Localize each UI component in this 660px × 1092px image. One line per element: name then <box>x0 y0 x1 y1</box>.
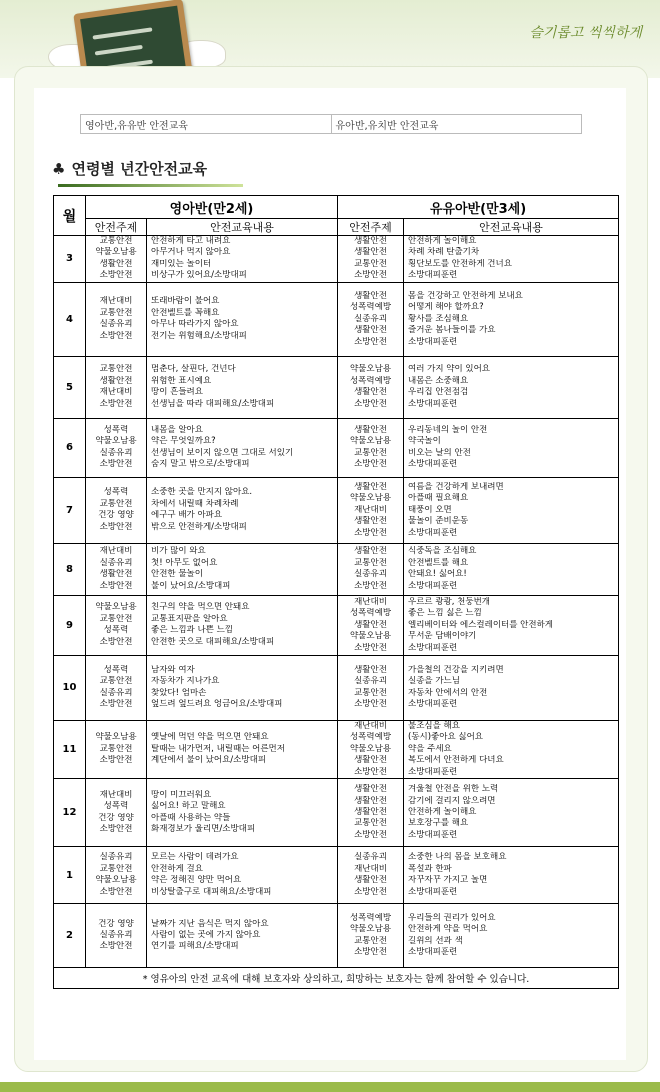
content-line: 좋은 느낌 싫은 느낌 <box>408 608 482 619</box>
topic-line: 교통안전 <box>99 676 133 687</box>
content-line: 내몸을 알아요 <box>151 424 203 435</box>
sub-nav <box>80 114 582 134</box>
topic-line: 성폭력예방 <box>349 732 392 743</box>
content-line: 안전하게 약을 먹어요 <box>408 924 488 935</box>
content-line: 땅이 흔들려요 <box>151 387 203 398</box>
topic-line: 생활안전 <box>354 546 387 557</box>
topic-line: 실종유괴 <box>99 447 133 458</box>
content-line: 어떻게 해야 할까요? <box>408 302 484 313</box>
content2-cell <box>404 236 619 283</box>
content-line: 약은 정해진 양만 먹어요 <box>151 875 242 886</box>
topic-line: 교통안전 <box>99 863 133 874</box>
topic-line: 소방안전 <box>99 755 133 766</box>
group1-header: 영아반(만2세) <box>86 196 338 219</box>
topic-line: 재난대비 <box>99 546 133 557</box>
topic-line: 소방안전 <box>99 699 133 710</box>
topic-line: 실종유괴 <box>99 852 133 863</box>
content-line: 화재경보가 울리면/소방대피 <box>151 824 256 835</box>
content-line: 아플때 사용하는 약들 <box>151 812 231 823</box>
content-line: 소방대피훈련 <box>408 270 458 281</box>
topic-line: 실종유괴 <box>354 313 387 324</box>
content-line: 실종을 가느님 <box>408 676 460 687</box>
topic1-cell <box>86 779 147 847</box>
topic-line: 성폭력 <box>103 801 129 812</box>
content1-cell <box>147 720 338 778</box>
topic-line: 실종유괴 <box>99 319 133 330</box>
content-line: 싫어요! 하고 말해요 <box>151 801 226 812</box>
content-line: 숨지 말고 밖으로/소방대피 <box>151 459 250 470</box>
topic-line: 성폭력예방 <box>349 608 392 619</box>
slogan: 슬기롭고 씩씩하게 <box>529 25 642 41</box>
topic2-cell <box>338 236 404 283</box>
topic-line: 생활안전 <box>354 247 387 258</box>
content-line: 땅이 미끄러워요 <box>151 789 212 800</box>
content-line: 불조심을 해요 <box>408 720 460 731</box>
content-line: 감기에 걸리지 않으려면 <box>408 795 496 806</box>
topic-line: 소방안전 <box>354 886 387 897</box>
topic1-cell <box>86 282 147 356</box>
topic-line: 소방안전 <box>354 699 387 710</box>
content-line: 소방대피훈련 <box>408 580 458 591</box>
month-cell: 12 <box>54 779 86 847</box>
content-line: 즐거운 봄나들이를 가요 <box>408 325 496 336</box>
topic-line: 재난대비 <box>354 596 387 607</box>
content-line: 재미있는 놀이터 <box>151 258 212 269</box>
topic-line: 약물오남용 <box>349 364 392 375</box>
topic1-cell <box>86 720 147 778</box>
month-cell: 11 <box>54 720 86 778</box>
content-line: 안전벨트를 꼭해요 <box>151 307 220 318</box>
content-line: 날짜가 지난 음식은 먹지 않아요 <box>151 918 269 929</box>
content-line: 교통표지판을 알아요 <box>151 613 228 624</box>
topic-line: 교통안전 <box>99 307 133 318</box>
topic-line: 약물오남용 <box>95 875 137 886</box>
content-line: 비상구가 있어요/소방대피 <box>151 270 247 281</box>
table-row <box>54 282 619 356</box>
content-line: 자동차 안에서의 안전 <box>408 687 488 698</box>
topic-line: 성폭력예방 <box>349 375 392 386</box>
content-line: 모르는 사람이 데려가요 <box>151 852 239 863</box>
topic-line: 생활안전 <box>99 375 133 386</box>
topic-line: 소방안전 <box>99 636 133 647</box>
content-line: 안전한 물놀이 <box>151 569 203 580</box>
content-line: 내몸은 소중해요 <box>408 375 469 386</box>
topic-line: 소방안전 <box>99 330 133 341</box>
content2-cell <box>404 904 619 968</box>
topic1-cell <box>86 904 147 968</box>
content-line: 안전하게 걸요 <box>151 863 203 874</box>
content-line: 옛날에 먹던 약을 먹으면 안돼요 <box>151 732 269 743</box>
content-line: 소방대피훈련 <box>408 829 458 840</box>
safety-schedule-table <box>53 195 619 989</box>
topic-line: 약물오남용 <box>349 743 392 754</box>
topic2-cell <box>338 655 404 720</box>
title-underline <box>58 184 243 187</box>
topic-line: 재난대비 <box>99 789 133 800</box>
content-line: 아플때 필요해요 <box>408 493 469 504</box>
topic-line: 실종유괴 <box>354 676 387 687</box>
content-line: 멈춘다, 살핀다, 건넌다 <box>151 364 236 375</box>
topic-line: 소방안전 <box>99 459 133 470</box>
content-line: 폭설과 한파 <box>408 863 452 874</box>
content1-cell <box>147 847 338 904</box>
month-cell: 1 <box>54 847 86 904</box>
content-line: 소방대피훈련 <box>408 642 458 653</box>
topic-line: 소방안전 <box>354 829 387 840</box>
topic-line: 교통안전 <box>354 935 387 946</box>
topic-line: 재난대비 <box>354 504 387 515</box>
topic-line: 교통안전 <box>99 236 133 246</box>
content-line: 약국놀이 <box>408 436 441 447</box>
topic-line: 약물오남용 <box>349 924 392 935</box>
topic-line: 약물오남용 <box>349 436 392 447</box>
topic-line: 실종유괴 <box>354 852 387 863</box>
content2-cell <box>404 847 619 904</box>
topic2-cell <box>338 356 404 418</box>
topic-line: 소방안전 <box>354 642 387 653</box>
content-line: 남자와 여자 <box>151 664 195 675</box>
content-line: 몸을 건강하고 안전하게 보내요 <box>408 290 523 301</box>
topic-line: 교통안전 <box>354 818 387 829</box>
page-title <box>52 158 207 179</box>
topic-line: 소방안전 <box>354 766 387 777</box>
topic1-cell <box>86 418 147 477</box>
content-line: 차에서 내릴때 차례차례 <box>151 498 239 509</box>
content-line: 계단에서 불이 났어요/소방대피 <box>151 755 267 766</box>
topic-line: 건강 영양 <box>98 812 134 823</box>
month-cell: 8 <box>54 543 86 595</box>
topic-line: 소방안전 <box>99 270 133 281</box>
content-line: 선생님을 따라 대피해요/소방대피 <box>151 398 275 409</box>
content-line: 복도에서 안전하게 다녀요 <box>408 755 504 766</box>
table-row <box>54 655 619 720</box>
content2-cell <box>404 655 619 720</box>
topic-line: 약물오남용 <box>95 436 137 447</box>
topic-line: 생활안전 <box>354 619 387 630</box>
content-line: 횡단보도를 안전하게 건너요 <box>408 258 512 269</box>
topic-line: 소방안전 <box>99 941 133 952</box>
content-line: 비가 많이 와요 <box>151 546 206 557</box>
content-line: 에구구 배가 아파요 <box>151 510 223 521</box>
table-row <box>54 779 619 847</box>
topic-line: 건강 영양 <box>98 918 134 929</box>
month-cell: 5 <box>54 356 86 418</box>
topic-line: 교통안전 <box>354 447 387 458</box>
content-line: 황사를 조심해요 <box>408 313 469 324</box>
content-line: 차례 차례 탄출기차 <box>408 247 480 258</box>
content-line: 선생님이 보이지 않으면 그대로 서있기 <box>151 447 294 458</box>
content2-cell <box>404 282 619 356</box>
content-line: 물놀이 준비운동 <box>408 516 469 527</box>
content-line: 아무나 따라가지 않아요 <box>151 319 239 330</box>
group2-topic-header: 안전주제 <box>338 219 404 236</box>
topic-line: 약물오남용 <box>95 732 137 743</box>
topic-line: 소방안전 <box>99 398 133 409</box>
content1-cell <box>147 655 338 720</box>
content-line: 소중한 곳을 만지지 않아요. <box>151 487 253 498</box>
month-cell: 2 <box>54 904 86 968</box>
topic1-cell <box>86 847 147 904</box>
content-line: 엘리베이터와 에스컬레이터를 안전하게 <box>408 619 553 630</box>
table-row <box>54 720 619 778</box>
month-header: 월 <box>54 196 86 236</box>
topic-line: 약물오남용 <box>349 493 392 504</box>
topic1-cell <box>86 356 147 418</box>
content-line: 사람이 없는 곳에 가지 않아요 <box>151 929 261 940</box>
topic-line: 소방안전 <box>99 521 133 532</box>
content2-cell <box>404 477 619 543</box>
topic-line: 소방안전 <box>354 459 387 470</box>
topic-line: 생활안전 <box>99 258 133 269</box>
topic-line: 약물오남용 <box>95 602 137 613</box>
topic-line: 성폭력예방 <box>349 912 392 923</box>
topic2-cell <box>338 779 404 847</box>
topic2-cell <box>338 418 404 477</box>
content-line: 안전한 곳으로 대피해요/소방대피 <box>151 636 275 647</box>
content-line: 식중독을 조심해요 <box>408 546 477 557</box>
content-line: 소방대피훈련 <box>408 947 458 958</box>
content1-cell <box>147 356 338 418</box>
content-line: 비오는 날의 안전 <box>408 447 471 458</box>
topic-line: 소방안전 <box>354 580 387 591</box>
topic-line: 소방안전 <box>354 270 387 281</box>
topic-line: 생활안전 <box>354 387 387 398</box>
topic-line: 성폭력 <box>103 424 129 435</box>
content-line: 소방대피훈련 <box>408 699 458 710</box>
table-row <box>54 543 619 595</box>
content-line: 친구의 약을 먹으면 안돼요 <box>151 602 250 613</box>
content-line: 소방대피훈련 <box>408 336 458 347</box>
content-line: 우리동네의 놀이 안전 <box>408 424 488 435</box>
content-line: 불이 났어요/소방대피 <box>151 580 231 591</box>
page-title-text: 연령별 년간안전교육 <box>71 160 208 178</box>
topic-line: 생활안전 <box>99 569 133 580</box>
topic-line: 교통안전 <box>99 743 133 754</box>
topic2-cell <box>338 543 404 595</box>
topic-line: 교통안전 <box>354 258 387 269</box>
content-line: 밖으로 안전하게/소방대피 <box>151 521 247 532</box>
topic-line: 교통안전 <box>99 498 133 509</box>
content-line: 자꾸자꾸 가지고 놀면 <box>408 875 488 886</box>
topic-line: 소방안전 <box>99 580 133 591</box>
topic-line: 생활안전 <box>354 795 387 806</box>
content-line: 소방대피훈련 <box>408 459 458 470</box>
content-line: 우리집 안전점검 <box>408 387 469 398</box>
content-line: 보호장구를 해요 <box>408 818 469 829</box>
topic-line: 성폭력 <box>103 664 129 675</box>
content2-cell <box>404 356 619 418</box>
content-line: 찾았다! 엄마손 <box>151 687 207 698</box>
topic-line: 건강 영양 <box>98 510 134 521</box>
topic-line: 소방안전 <box>354 336 387 347</box>
content1-cell <box>147 282 338 356</box>
topic-line: 성폭력 <box>103 625 129 636</box>
topic-line: 실종유괴 <box>99 557 133 568</box>
content-line: 겨울철 안전을 위한 노력 <box>408 784 499 795</box>
content-line: 무서운 담배이야기 <box>408 631 477 642</box>
month-cell: 10 <box>54 655 86 720</box>
topic-line: 재난대비 <box>354 863 387 874</box>
content-line: 가을철의 건강을 지키려면 <box>408 664 504 675</box>
content1-cell <box>147 543 338 595</box>
table-row <box>54 477 619 543</box>
month-cell: 9 <box>54 595 86 655</box>
footnote: * 영유아의 안전 교육에 대해 보호자와 상의하고, 희망하는 보호자는 함께 참여할 수 있습니다. <box>54 968 619 989</box>
content-line: 전기는 위험해요/소방대피 <box>151 330 247 341</box>
topic2-cell <box>338 847 404 904</box>
content-line: 자동차가 지나가요 <box>151 676 220 687</box>
topic1-cell <box>86 543 147 595</box>
table-row <box>54 847 619 904</box>
content2-cell <box>404 595 619 655</box>
content-line: 여러 가지 약이 있어요 <box>408 364 491 375</box>
content1-cell <box>147 418 338 477</box>
topic-line: 생활안전 <box>354 290 387 301</box>
table-row <box>54 236 619 283</box>
content2-cell <box>404 543 619 595</box>
content-line: 소중한 나의 몸을 보호해요 <box>408 852 507 863</box>
bottom-bar <box>0 1082 660 1092</box>
group1-content-header: 안전교육내용 <box>147 219 338 236</box>
content-line: 소방대피훈련 <box>408 766 458 777</box>
topic1-cell <box>86 655 147 720</box>
topic-line: 소방안전 <box>354 398 387 409</box>
topic-line: 교통안전 <box>99 613 133 624</box>
topic-line: 실종유괴 <box>99 687 133 698</box>
topic-line: 생활안전 <box>354 755 387 766</box>
club-icon: ♣ <box>52 160 66 178</box>
group2-header: 유유아반(만3세) <box>338 196 619 219</box>
content-line: 여름을 건강하게 보내려면 <box>408 481 504 492</box>
topic-line: 생활안전 <box>354 784 387 795</box>
content-line: 안돼요! 싫어요! <box>408 569 467 580</box>
topic2-cell <box>338 477 404 543</box>
topic-line: 생활안전 <box>354 325 387 336</box>
content-line: 탈때는 내가먼저, 내릴때는 어른먼저 <box>151 743 285 754</box>
topic-line: 재난대비 <box>354 720 387 731</box>
content-line: 소방대피훈련 <box>408 398 458 409</box>
topic-line: 생활안전 <box>354 236 387 246</box>
content-line: 위험한 표시예요 <box>151 375 212 386</box>
table-row <box>54 356 619 418</box>
topic-line: 성폭력예방 <box>349 302 392 313</box>
topic-line: 약물오남용 <box>349 631 392 642</box>
topic-line: 생활안전 <box>354 424 387 435</box>
content-line: 연기를 피해요/소방대피 <box>151 941 239 952</box>
content1-cell <box>147 595 338 655</box>
table-row <box>54 904 619 968</box>
topic2-cell <box>338 904 404 968</box>
content-line: 엎드려 엎드려요 엉금어요/소방대피 <box>151 699 283 710</box>
topic-line: 재난대비 <box>99 296 133 307</box>
content-line: 안전벨트를 해요 <box>408 557 469 568</box>
topic-line: 재난대비 <box>99 387 133 398</box>
topic-line: 생활안전 <box>354 664 387 675</box>
content2-cell <box>404 720 619 778</box>
content1-cell <box>147 904 338 968</box>
content-line: 좋은 느낌과 나쁜 느낌 <box>151 625 234 636</box>
content-line: 약을 주세요 <box>408 743 452 754</box>
topic-line: 소방안전 <box>99 824 133 835</box>
content-line: 또래바람이 불어요 <box>151 296 220 307</box>
content-line: 길위의 선과 색 <box>408 935 463 946</box>
topic-line: 생활안전 <box>354 516 387 527</box>
topic-line: 생활안전 <box>354 875 387 886</box>
topic-line: 교통안전 <box>354 687 387 698</box>
content-line: 소방대피훈련 <box>408 886 458 897</box>
tab-infant[interactable]: 영아반,유유반 안전교육 <box>85 121 188 132</box>
topic-line: 약물오남용 <box>95 247 137 258</box>
topic-line: 생활안전 <box>354 806 387 817</box>
topic-line: 소방안전 <box>99 886 133 897</box>
topic-line: 소방안전 <box>354 947 387 958</box>
month-cell: 3 <box>54 236 86 283</box>
topic-line: 실종유괴 <box>354 569 387 580</box>
content-line: 비상탈출구로 대피해요/소방대피 <box>151 886 272 897</box>
content1-cell <box>147 236 338 283</box>
group2-content-header: 안전교육내용 <box>404 219 619 236</box>
topic-line: 교통안전 <box>99 364 133 375</box>
content-line: (동시)좋아요 싫어요 <box>408 732 484 743</box>
month-cell: 4 <box>54 282 86 356</box>
topic-line: 실종유괴 <box>99 929 133 940</box>
content-line: 태풍이 오면 <box>408 504 452 515</box>
topic2-cell <box>338 282 404 356</box>
topic-line: 교통안전 <box>354 557 387 568</box>
group1-topic-header: 안전주제 <box>86 219 147 236</box>
content2-cell <box>404 418 619 477</box>
content-line: 첫! 아무도 없어요 <box>151 557 218 568</box>
content2-cell <box>404 779 619 847</box>
topic1-cell <box>86 236 147 283</box>
content-line: 우르르 쾅쾅, 천둥번개 <box>408 596 491 607</box>
content-line: 안전하게 놀이해요 <box>408 236 477 246</box>
tab-child[interactable]: 유아반,유치반 안전교육 <box>331 115 582 133</box>
month-cell: 6 <box>54 418 86 477</box>
topic1-cell <box>86 595 147 655</box>
content1-cell <box>147 477 338 543</box>
content-line: 안전하게 놀이해요 <box>408 806 477 817</box>
topic-line: 성폭력 <box>103 487 129 498</box>
table-row <box>54 418 619 477</box>
content-line: 아무거나 먹지 않아요 <box>151 247 231 258</box>
topic2-cell <box>338 720 404 778</box>
topic-line: 소방안전 <box>354 527 387 538</box>
content1-cell <box>147 779 338 847</box>
topic-line: 생활안전 <box>354 481 387 492</box>
content-line: 우리들의 권리가 있어요 <box>408 912 496 923</box>
topic1-cell <box>86 477 147 543</box>
month-cell: 7 <box>54 477 86 543</box>
topic2-cell <box>338 595 404 655</box>
content-line: 약은 무엇일까요? <box>151 436 216 447</box>
content-line: 안전하게 타고 내려요 <box>151 236 231 246</box>
table-row <box>54 595 619 655</box>
content-line: 소방대피훈련 <box>408 527 458 538</box>
